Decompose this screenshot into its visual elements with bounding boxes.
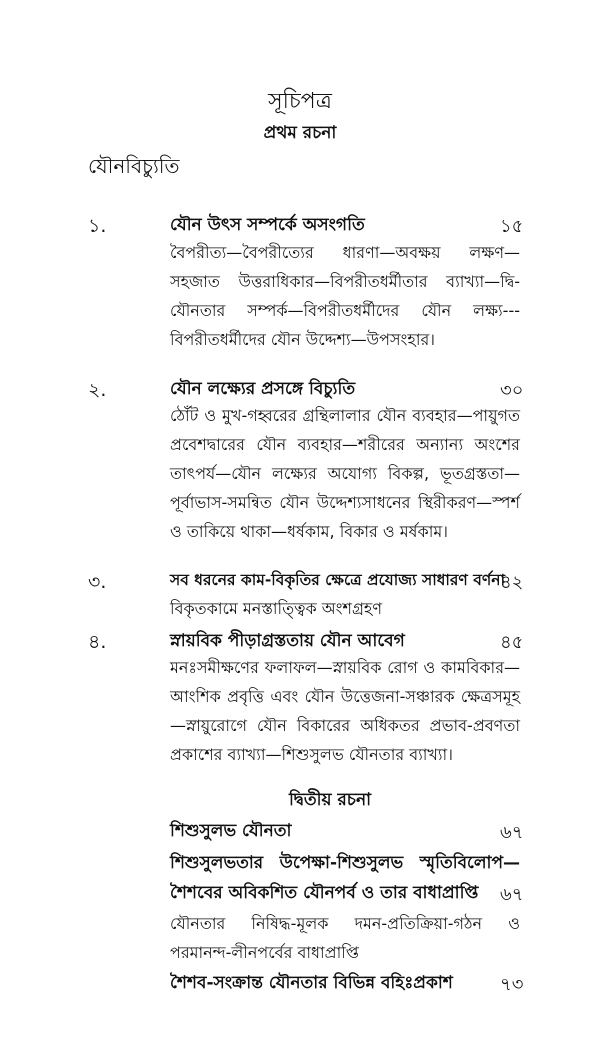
entry-page-number: ৪২	[500, 572, 524, 593]
entry-description: যৌনতার নিষিদ্ধ-মূলক দমন-প্রতিক্রিয়া-গঠন ও পরমানন্দ-লীনপর্বের বাধাপ্রাপ্তি	[170, 914, 520, 962]
entry-description: বিকৃতকামে মনস্তাত্ত্বিক অংশগ্রহণ	[170, 599, 383, 618]
part-one-heading: প্রথম রচনা	[263, 123, 337, 143]
entry-title: শৈশব-সংক্রান্ত যৌনতার বিভিন্ন বহিঃপ্রকাশ	[170, 973, 453, 993]
entry-title: যৌন উৎস সম্পর্কে অসংগতি	[170, 215, 365, 235]
entry-page-number: ৬৭	[500, 822, 524, 843]
entry-page-number: ৭৩	[500, 974, 524, 995]
entry-description: বৈপরীত্য—বৈপরীত্যের ধারণা—অবক্ষয় লক্ষণ—সহজাত উত্তরাধিকার—বিপরীতধর্মীতার ব্যাখ্যা—দ্বি-যৌনতার সম্পর্ক—বিপরীতধর্মীদের যৌন লক্ষ্য---বিপরীতধর্মীদের যৌন উদ্দেশ্য—উপসংহার।	[170, 243, 520, 349]
entry-title: স্নায়বিক পীড়াগ্রস্ততায় যৌন আবেগ	[170, 631, 405, 651]
entry-description: ঠোঁট ও মুখ-গহ্বরের গ্রন্থিলালার যৌন ব্যবহার—পায়ুগত প্রবেশদ্বারের যৌন ব্যবহার—শরীরের অন্যান্য অংশের তাৎপর্য—যৌন লক্ষ্যের অযোগ্য বিকল্প, ভূতগ্রস্ততা—পূর্বাভাস-সমন্বিত যৌন উদ্দেশ্যসাধনের স্থিরীকরণ—স্পর্শ ও তাকিয়ে থাকা—ধর্ষকাম, বিকার ও মর্ষকাম।	[170, 406, 520, 541]
entry-number: ১.	[88, 215, 107, 237]
entry-title: শিশুসুলভতার উপেক্ষা-শিশুসুলভ স্মৃতিবিলোপ—শৈশবের অবিকশিত যৌনপর্ব ও তার বাধাপ্রাপ্তি	[170, 853, 520, 903]
entry-description: মনঃসমীক্ষণের ফলাফল—স্নায়বিক রোগ ও কামবিকার—আংশিক প্রবৃত্তি এবং যৌন উত্তেজনা-সঞ্চারক ক্ষেত্রসমূহ—স্নায়ুরোগে যৌন বিকারের অধিকতর প্রভাব-প্রবণতা প্রকাশের ব্যাখ্যা—শিশুসুলভ যৌনতার ব্যাখ্যা।	[170, 658, 520, 764]
entry-number: ২.	[88, 379, 107, 401]
entry-title: সব ধরনের কাম-বিকৃতির ক্ষেত্রে প্রযোজ্য সাধারণ বর্ণনা	[170, 571, 505, 589]
entry-page-number: ৩০	[500, 380, 524, 401]
page-title: সূচিপত্র	[268, 89, 332, 114]
entry-page-number: ৬৭	[500, 884, 524, 905]
entry-title: যৌন লক্ষ্যের প্রসঙ্গে বিচ্যুতি	[170, 379, 356, 399]
section-heading: যৌনবিচ্যুতি	[88, 154, 180, 178]
entry-title: শিশুসুলভ যৌনতা	[170, 821, 292, 841]
entry-number: ৩.	[88, 571, 107, 593]
entry-number: ৪.	[88, 631, 107, 653]
entry-page-number: ১৫	[500, 216, 524, 237]
entry-page-number: ৪৫	[500, 632, 524, 653]
part-two-heading: দ্বিতীয় রচনা	[288, 790, 372, 810]
